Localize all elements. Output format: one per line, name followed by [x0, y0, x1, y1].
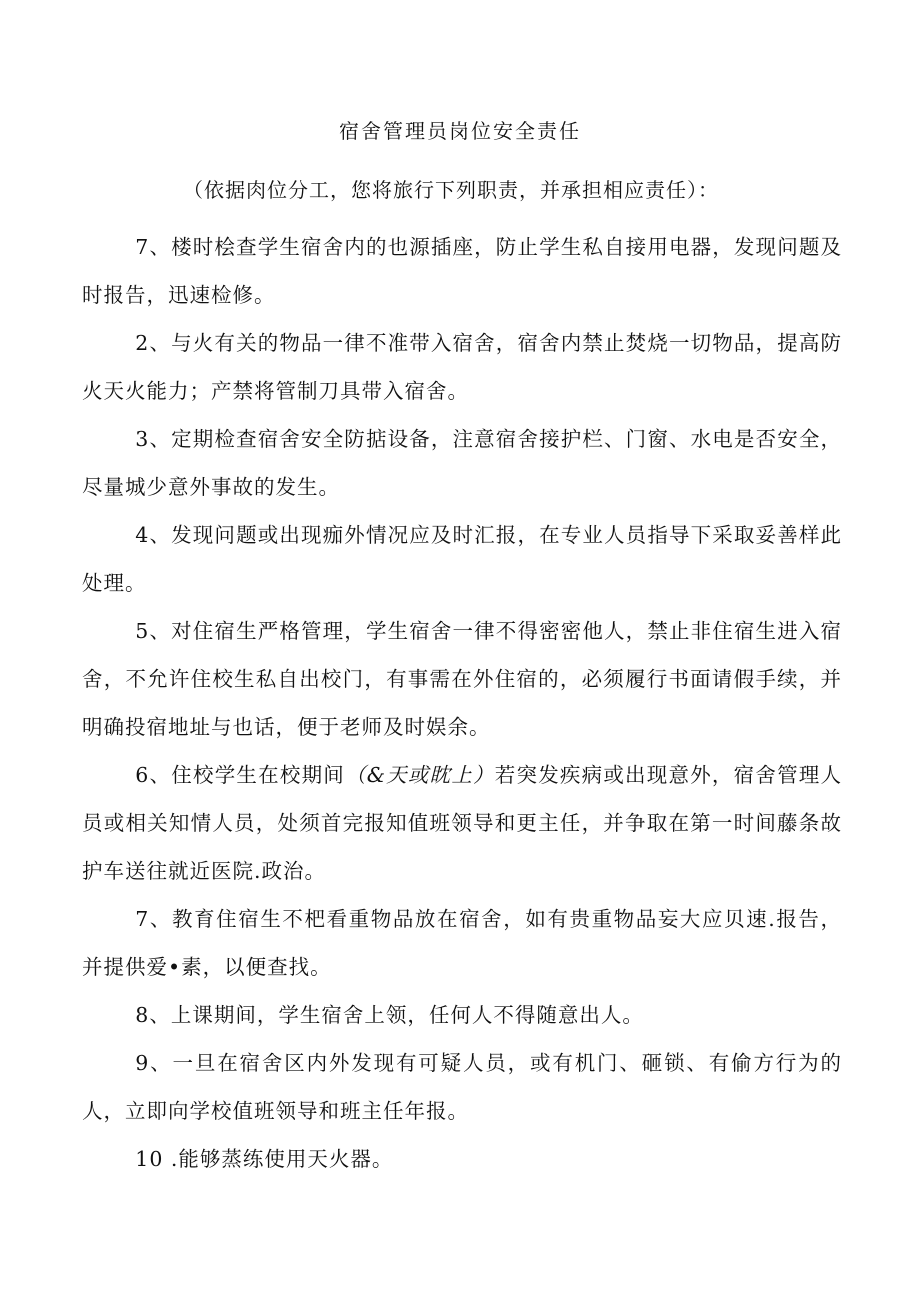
duty-item-8: 8、上课期间，学生宿舍上领，任何人不得随意出人。	[135, 1003, 644, 1027]
duty-item-9: 9、一旦在宿舍区内外发现有可疑人员，或有机门、砸锁、有偷方行为的人，立即向学校值班领导和班主任年报。	[82, 1051, 842, 1123]
duty-item-6-before: 6、住校学生在校期间	[135, 763, 345, 787]
duty-item-6-emphasis: （&天或眈上）	[345, 763, 495, 787]
duty-item-5: 5、对住宿生严格管理，学生宿舍一律不得密密他人，禁止非住宿生进入宿舍，不允许住校生私自出校门，有事需在外住宿的，必须履行书面请假手续，并明确投宿地址与也话，便于老师及时娱余。	[82, 619, 842, 739]
duty-item-10: 10 .能够蒸练使用天火器。	[135, 1147, 394, 1171]
duty-item-4: 4、发现问题或出现痂外情况应及时汇报，在专业人员指导下采取妥善样此处理。	[82, 523, 842, 595]
duty-item-2: 2、与火有关的物品一律不准带入宿舍，宿舍内禁止焚烧一切物品，提高防火天火能力；产禁将管制刀具带入宿舍。	[82, 331, 842, 403]
duty-item-1: 7、楼时桧查学生宿舍内的也源插座，防止学生私自接用电器，发现问题及时报告，迅速检修。	[82, 235, 842, 307]
document-subtitle: （依据肉位分工，您将旅行下列职责，并承担相应责任）：	[183, 178, 719, 202]
duty-item-3: 3、定期检查宿舍安全防掂设备，注意宿舍接护栏、门窗、水电是否安全，尽量城少意外事故的发生。	[82, 427, 842, 499]
document-title: 宿舍管理员岗位安全责任	[339, 119, 581, 143]
duty-item-7: 7、教育住宿生不杷看重物品放在宿舍，如有贵重物品妄大应贝速.报告，并提供爱•素，以便查找。	[82, 907, 842, 979]
duty-item-6	[82, 751, 842, 895]
duty-item-6-after: 若突发疾病或出现意外，宿舍管理人员或相关知情人员，处须首完报知值班领导和更主任，并争取在第一时间藤条故护车送往就近医院.政治。	[82, 763, 843, 883]
duty-list	[82, 223, 842, 1183]
